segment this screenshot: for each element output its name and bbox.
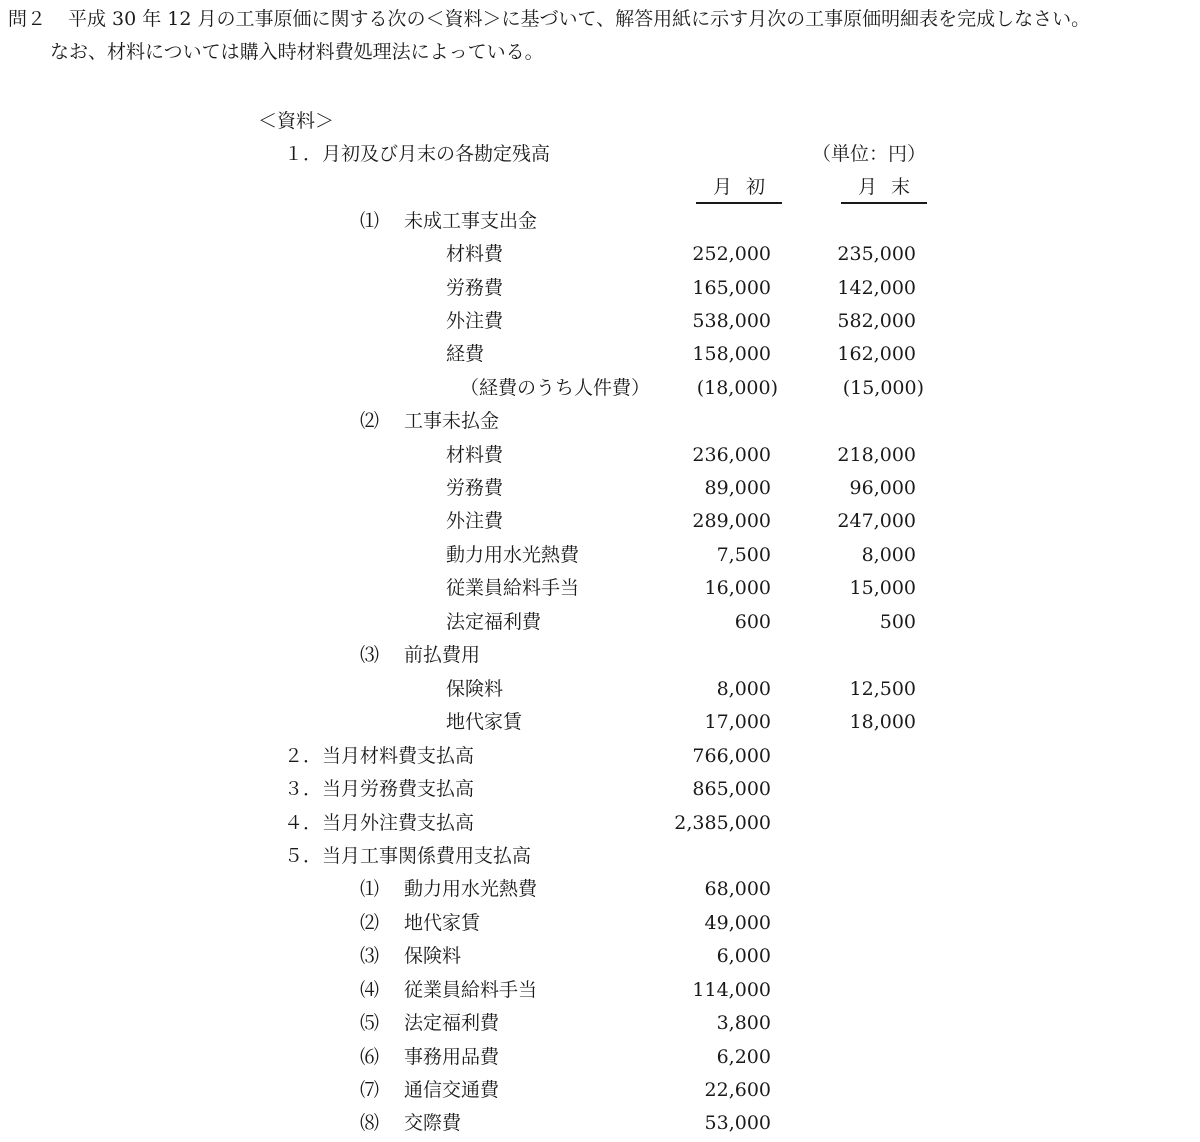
- row-label: [360, 914, 480, 933]
- table-row: [0, 1048, 1200, 1072]
- sub2-title-row: [0, 412, 1200, 436]
- sub3-title-text: 前払費用: [404, 644, 481, 666]
- row-number: ⑵: [360, 912, 380, 934]
- sub3-title: [360, 646, 480, 665]
- section2-value: 766,000: [692, 745, 771, 767]
- value-end: 12,500: [849, 678, 916, 700]
- table-row: [0, 479, 1200, 503]
- unit-label: （単位：円）: [811, 143, 926, 165]
- value-end: 235,000: [837, 243, 916, 265]
- row-label-text: 動力用水光熱費: [404, 878, 538, 900]
- row-label: 保険料: [446, 678, 504, 700]
- question-line-2: なお、材料については購入時材料費処理法によっている。: [50, 41, 544, 63]
- value-end: 142,000: [837, 277, 916, 299]
- row-label: 従業員給料手当: [446, 577, 580, 599]
- value-end: 247,000: [837, 510, 916, 532]
- value-start: 236,000: [692, 444, 771, 466]
- row-label: 動力用水光熱費: [446, 544, 580, 566]
- table-row: [0, 613, 1200, 637]
- row-value: 6,200: [716, 1046, 771, 1068]
- row-label: 経費: [446, 343, 485, 365]
- section2-row: [0, 747, 1200, 771]
- row-label-text: 保険料: [404, 945, 462, 967]
- row-value: 114,000: [692, 979, 771, 1001]
- table-row: [0, 446, 1200, 470]
- sub2-title-text: 工事未払金: [404, 410, 500, 432]
- sub1-title-row: [0, 212, 1200, 236]
- value-end: 15,000: [849, 577, 916, 599]
- section3-row: [0, 780, 1200, 804]
- table-row: [0, 512, 1200, 536]
- row-label: 地代家賃: [446, 711, 523, 733]
- row-number: ⑶: [360, 945, 380, 967]
- value-start: 16,000: [704, 577, 771, 599]
- row-value: 3,800: [716, 1012, 771, 1034]
- value-start: 538,000: [692, 310, 771, 332]
- question-number: 問２: [8, 8, 47, 30]
- column-header-start: 月初: [696, 178, 782, 204]
- row-label: 材料費: [446, 444, 504, 466]
- table-row: [0, 245, 1200, 269]
- sub2-number: ⑵: [360, 410, 380, 432]
- row-label: 材料費: [446, 243, 504, 265]
- section4-title: ４．当月外注費支払高: [284, 812, 475, 834]
- value-start: 7,500: [716, 544, 771, 566]
- table-row: [0, 312, 1200, 336]
- table-row: [0, 546, 1200, 570]
- row-label: [360, 1048, 499, 1067]
- row-number: ⑸: [360, 1012, 380, 1034]
- question-text-1: 平成 30 年 12 月の工事原価に関する次の＜資料＞に基づいて、解答用紙に示す月次の工事原価明細表を完成しなさい。: [68, 8, 1091, 30]
- row-label-text: 地代家賃: [404, 912, 481, 934]
- row-label: 法定福利費: [446, 611, 542, 633]
- value-end: 500: [879, 611, 916, 633]
- table-row: [0, 345, 1200, 369]
- table-row: [0, 1081, 1200, 1105]
- value-start: (18,000): [696, 377, 778, 399]
- value-start: 289,000: [692, 510, 771, 532]
- value-end: 8,000: [861, 544, 916, 566]
- table-row: [0, 1014, 1200, 1038]
- row-label: [360, 981, 537, 1000]
- table-row: [0, 880, 1200, 904]
- sub1-number: ⑴: [360, 210, 380, 232]
- row-value: 49,000: [704, 912, 771, 934]
- row-value: 68,000: [704, 878, 771, 900]
- value-end: 96,000: [849, 477, 916, 499]
- material-heading: ＜資料＞: [258, 110, 335, 132]
- material-heading-row: [0, 112, 1200, 136]
- row-label: （経費のうち人件費）: [460, 377, 651, 399]
- row-label: [360, 1081, 499, 1100]
- row-value: 53,000: [704, 1112, 771, 1134]
- row-label: 労務費: [446, 277, 504, 299]
- row-label-text: 法定福利費: [404, 1012, 500, 1034]
- row-label-text: 交際費: [404, 1112, 462, 1134]
- row-number: ⑺: [360, 1079, 380, 1101]
- section3-title: ３．当月労務費支払高: [284, 778, 475, 800]
- section4-row: [0, 814, 1200, 838]
- row-label-text: 通信交通費: [404, 1079, 500, 1101]
- row-label: 外注費: [446, 510, 504, 532]
- table-row: [0, 279, 1200, 303]
- value-end: 218,000: [837, 444, 916, 466]
- row-number: ⑹: [360, 1046, 380, 1068]
- row-label: [360, 880, 537, 899]
- value-start: 165,000: [692, 277, 771, 299]
- table-row: [0, 947, 1200, 971]
- row-label: [360, 1014, 499, 1033]
- section1-title: １．月初及び月末の各勘定残高: [284, 143, 551, 165]
- row-number: ⑻: [360, 1112, 380, 1134]
- sub1-title: [360, 212, 537, 231]
- row-label: 労務費: [446, 477, 504, 499]
- table-row: [0, 713, 1200, 737]
- column-header-end: 月末: [841, 178, 927, 204]
- value-start: 600: [734, 611, 771, 633]
- sub3-title-row: [0, 646, 1200, 670]
- section1-title-row: [0, 145, 1200, 169]
- section4-value: 2,385,000: [674, 812, 771, 834]
- row-number: ⑷: [360, 979, 380, 1001]
- sub1-title-text: 未成工事支出金: [404, 210, 538, 232]
- table-row-note: [0, 379, 1200, 403]
- value-start: 158,000: [692, 343, 771, 365]
- value-start: 89,000: [704, 477, 771, 499]
- row-value: 6,000: [716, 945, 771, 967]
- table-row: [0, 981, 1200, 1005]
- sub2-title: [360, 412, 499, 431]
- table-row: [0, 914, 1200, 938]
- section5-title: ５．当月工事関係費用支払高: [284, 845, 532, 867]
- row-label-text: 事務用品費: [404, 1046, 500, 1068]
- value-end: 162,000: [837, 343, 916, 365]
- value-start: 17,000: [704, 711, 771, 733]
- value-start: 252,000: [692, 243, 771, 265]
- value-end: 582,000: [837, 310, 916, 332]
- column-header-row: [0, 178, 1200, 202]
- section2-title: ２．当月材料費支払高: [284, 745, 475, 767]
- section5-title-row: [0, 847, 1200, 871]
- row-number: ⑴: [360, 878, 380, 900]
- value-end: 18,000: [849, 711, 916, 733]
- row-label: [360, 1114, 461, 1133]
- table-row: [0, 680, 1200, 704]
- table-row: [0, 1114, 1200, 1138]
- value-end: (15,000): [842, 377, 924, 399]
- section3-value: 865,000: [692, 778, 771, 800]
- row-label-text: 従業員給料手当: [404, 979, 538, 1001]
- row-label: 外注費: [446, 310, 504, 332]
- sub3-number: ⑶: [360, 644, 380, 666]
- row-value: 22,600: [704, 1079, 771, 1101]
- table-row: [0, 579, 1200, 603]
- value-start: 8,000: [716, 678, 771, 700]
- row-label: [360, 947, 461, 966]
